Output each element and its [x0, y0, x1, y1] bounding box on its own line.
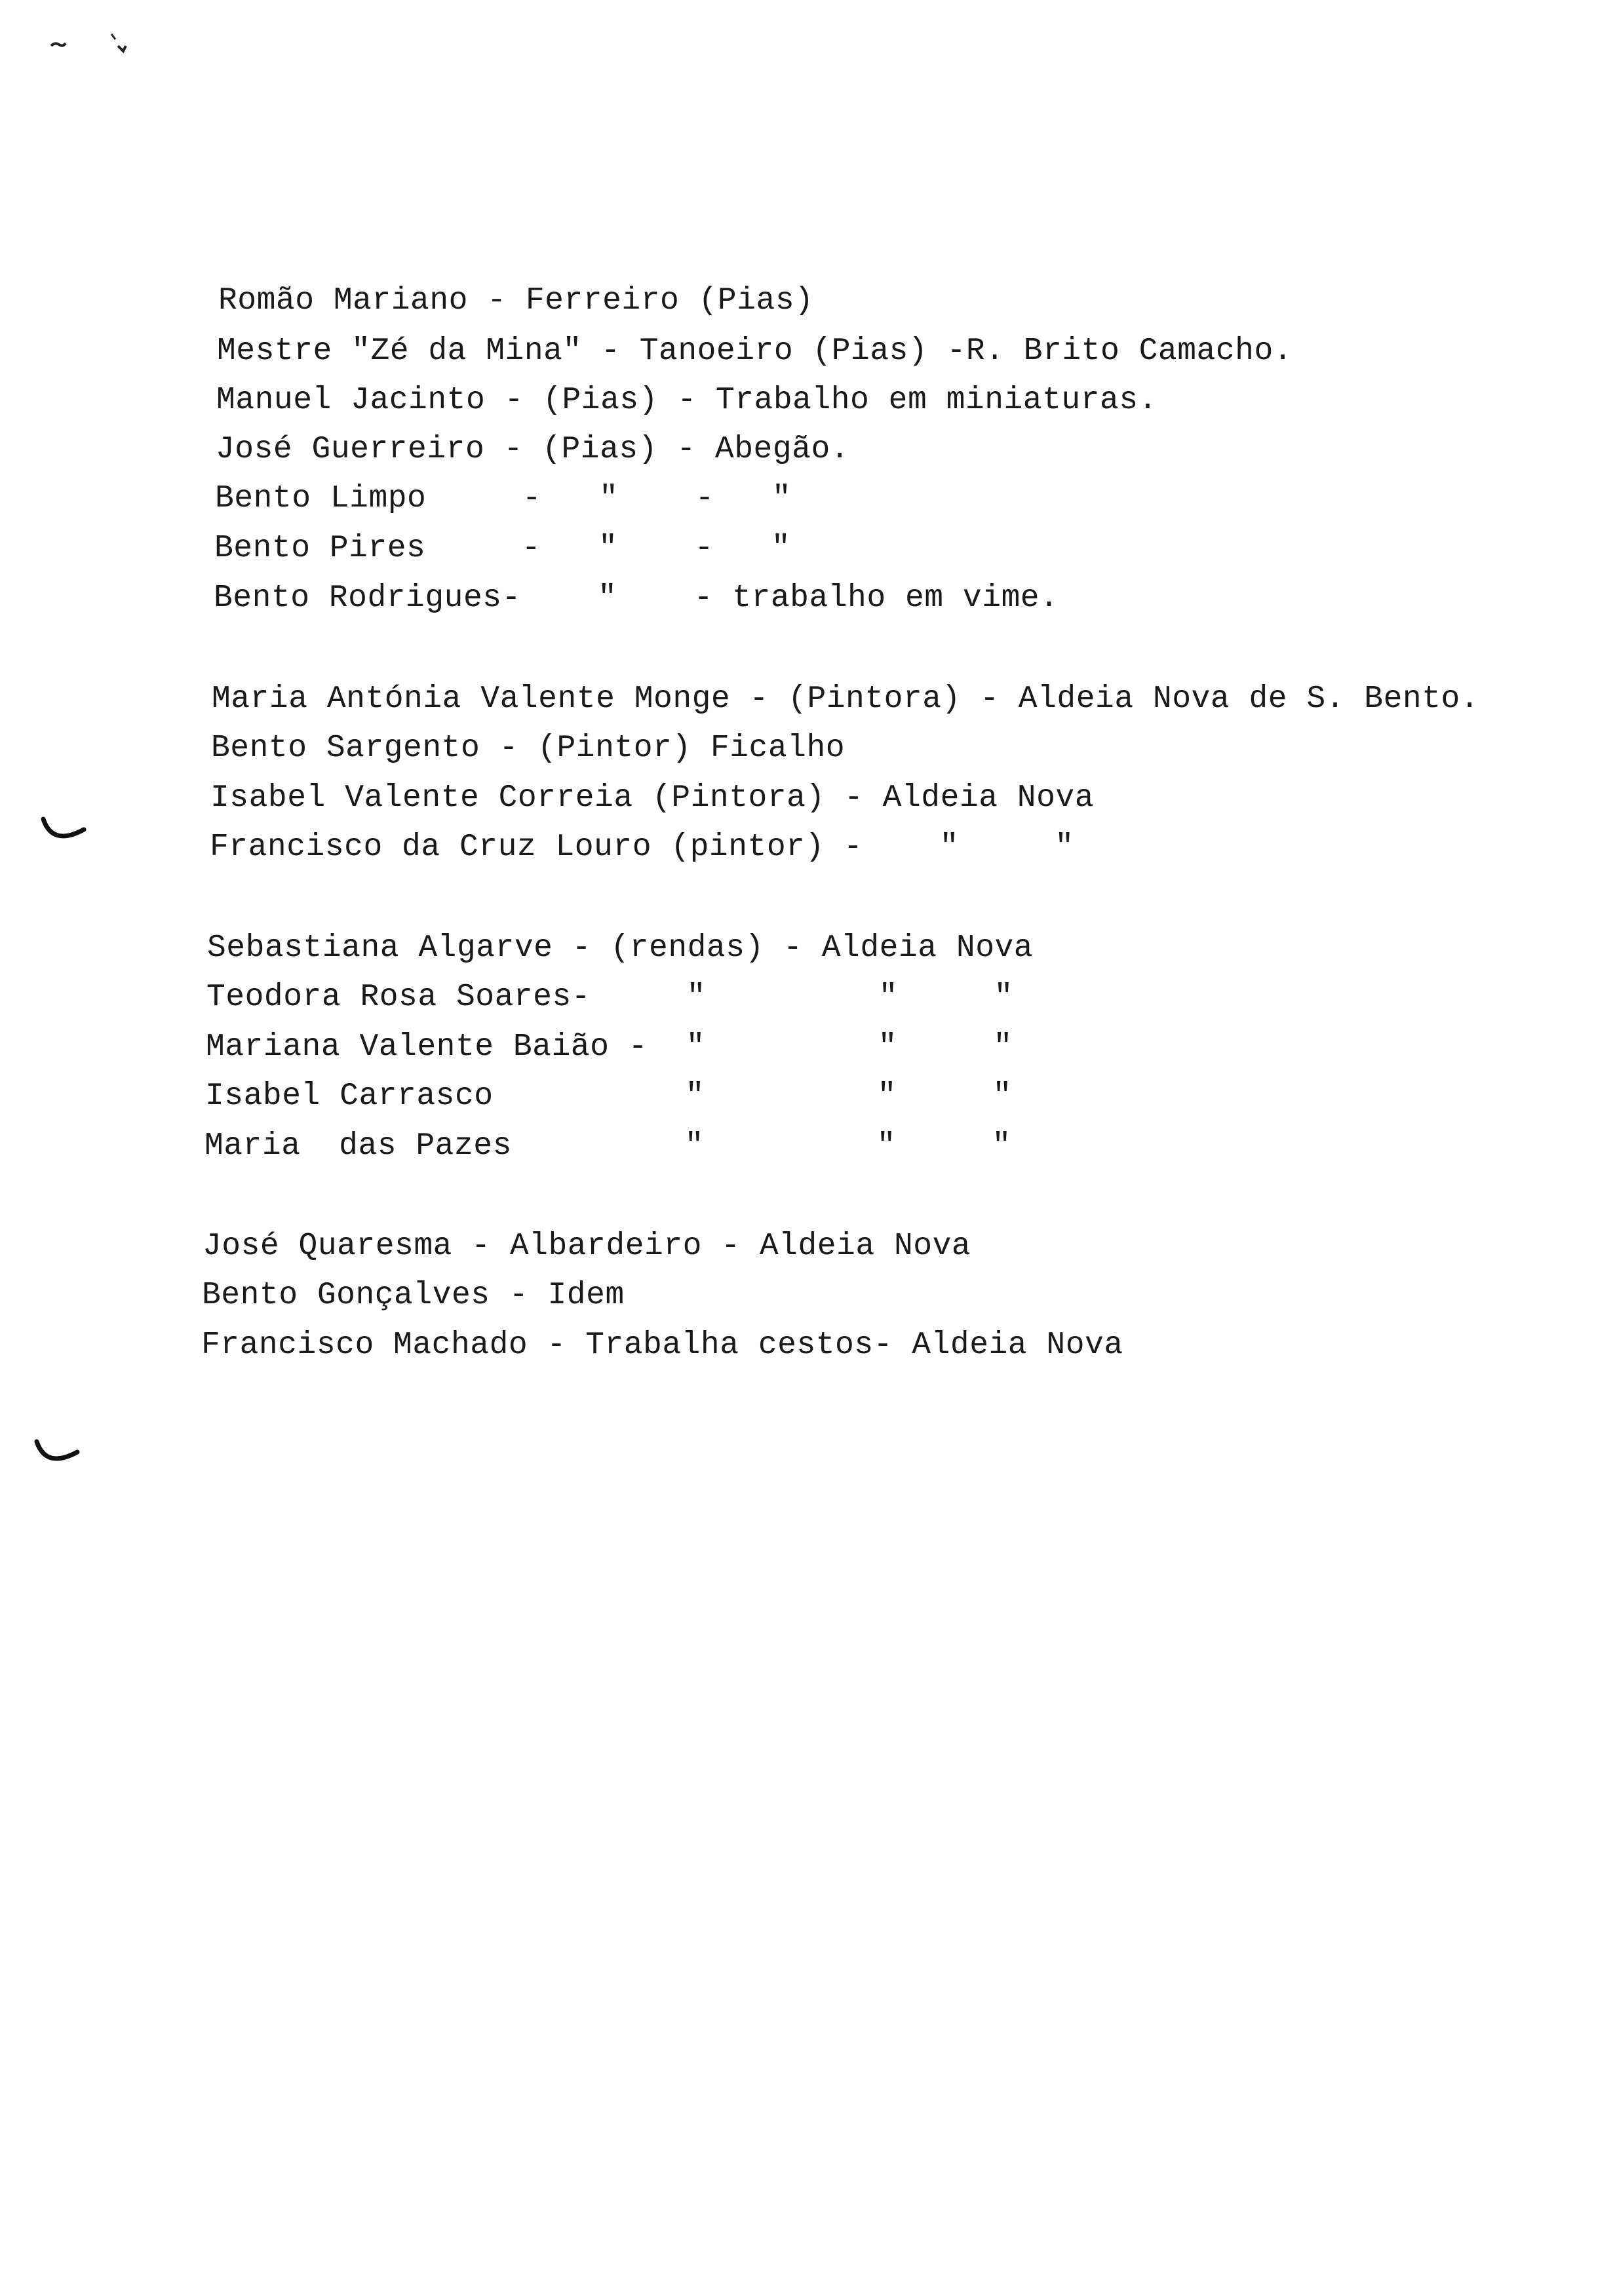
entry-line: Francisco da Cruz Louro (pintor) - " "	[210, 830, 1074, 865]
entry-line: José Guerreiro - (Pias) - Abegão.	[216, 432, 850, 467]
margin-arc-2	[33, 1435, 85, 1474]
entry-line: José Quaresma - Albardeiro - Aldeia Nova	[203, 1229, 971, 1264]
entry-line: Maria das Pazes " " "	[204, 1128, 1011, 1164]
margin-arc-1	[39, 813, 92, 852]
entry-line: Francisco Machado - Trabalha cestos- Aldeia Nova	[201, 1328, 1123, 1363]
corner-pen-marks	[46, 26, 138, 59]
entry-line: Manuel Jacinto - (Pias) - Trabalho em miniaturas.	[216, 383, 1158, 418]
entry-line: Bento Limpo - " - "	[215, 481, 792, 516]
entry-line: Bento Rodrigues- " - trabalho em vime.	[214, 581, 1059, 616]
entry-line: Bento Gonçalves - Idem	[202, 1278, 625, 1313]
entry-line: Sebastiana Algarve - (rendas) - Aldeia Nova	[207, 930, 1034, 966]
entry-line: Isabel Valente Correia (Pintora) - Aldeia Nova	[210, 780, 1095, 816]
entry-line: Isabel Carrasco " " "	[205, 1079, 1012, 1114]
entry-line: Teodora Rosa Soares- " " "	[206, 980, 1013, 1015]
entry-line: Bento Sargento - (Pintor) Ficalho	[211, 731, 846, 766]
entry-line: Bento Pires - " - "	[214, 531, 791, 566]
entry-line: Romão Mariano - Ferreiro (Pias)	[218, 283, 814, 318]
entry-line: Mariana Valente Baião - " " "	[206, 1029, 1013, 1065]
entry-line: Mestre "Zé da Mina" - Tanoeiro (Pias) -R. Brito Camacho.	[217, 334, 1293, 369]
entry-line: Maria Antónia Valente Monge - (Pintora) - Aldeia Nova de S. Bento.	[212, 681, 1480, 717]
